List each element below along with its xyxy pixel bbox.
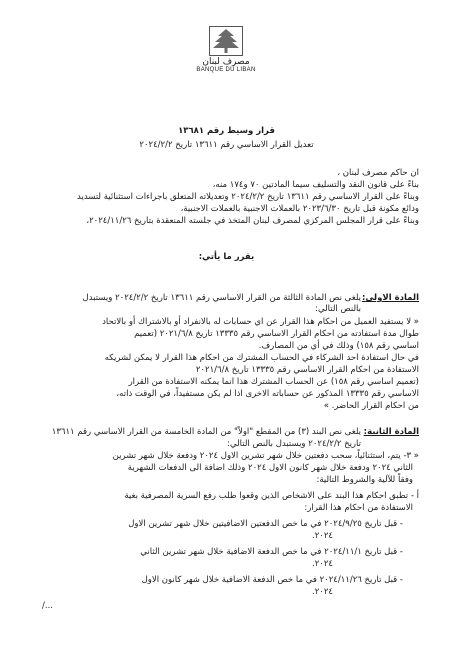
article-1-heading: المادة الاولى: xyxy=(361,293,419,303)
article-1-line: طوال مدة استفادته من احكام القرار الاساسي رقم ١٣٣٣٥ تاريخ ٢٠٢١/٦/٨ (تعميم xyxy=(134,329,419,339)
decides-heading: يقرر ما يأتي: xyxy=(198,252,255,262)
preamble-line: وبناءً على القرار الاساسي رقم ١٣٦١١ تاريخ ٢٠٢٤/٢/٢ وتعديلاته المتعلق باجراءات استثنائية لتسديد xyxy=(77,192,419,202)
article-2-line: ٢٠٢٤. xyxy=(312,531,333,541)
banque-du-liban-logo xyxy=(196,26,256,74)
preamble-line: بناءً على قانون النقد والتسليف سيما المادتين ٧٠ و١٧٤ منه، xyxy=(212,180,419,190)
article-1-line: اساسي رقم ١٥٨) وذلك في أي من المصارف. xyxy=(258,341,419,351)
article-1-line: من احكام القرار الحاضر. » xyxy=(323,401,419,411)
preamble-line: وبناءً على قرار المجلس المركزي لمصرف لبنان المتخذ في جلسته المنعقدة بتاريخ ٢٠٢٤/١١/٢٦، xyxy=(86,216,419,226)
logo-arabic-text: مصرف لبنان xyxy=(202,57,250,67)
article-2-line: ٢٠٢٤. xyxy=(312,559,333,569)
preamble-line: ودائع مكونة قبل تاريخ ٢٠٢٣/٦/٣٠ بالعملات الاجنبية بالعملات الاجنبية، xyxy=(180,204,419,214)
article-2-line: تاريخ ٢٠٢٤/٢/٢ ويستبدل بالنص التالي: xyxy=(227,439,361,449)
article-2-line: - قبل تاريخ ٢٠٢٤/١١/٢٦ في ما خص الدفعة الاضافية خلال شهر كانون الاول xyxy=(141,575,403,585)
article-1-line: (تعميم اساسي رقم ١٥٨) عن الحساب المشترك هذا انما يمكنه الاستفادة من القرار xyxy=(128,377,419,387)
article-1-line: يلغى نص المادة الثالثة من القرار الاساسي رقم ١٣٦١١ تاريخ ٢٠٢٤/٢/٢ ويستبدل xyxy=(82,293,361,303)
decision-number: قرار وسيط رقم ١٣٦٨١ xyxy=(178,126,275,136)
article-1-line: الاساسي رقم ١٣٣٣٥ المذكور عن حساباته الاخرى اذا لم يكن مستفيداً، في الوقت ذاته، xyxy=(116,389,419,399)
article-1-line: « لا يستفيد العميل من احكام هذا القرار عن اي حسابات له بالانفراد أو بالاشتراك أو بالاتحاد xyxy=(102,317,419,327)
article-2-line: « ٣- يتم، استثنائياً، سحب دفعتين خلال شهر تشرين الاول ٢٠٢٤ ودفعة خلال شهر تشرين xyxy=(112,451,419,461)
article-2-heading: المادة الثانية: xyxy=(363,427,419,437)
article-2-line: الثاني ٢٠٢٤ ودفعة خلال شهر كانون الاول ٢٠٢٤ وذلك اضافة الى الدفعات الشهرية xyxy=(127,463,413,473)
article-2-line: - قبل تاريخ ٢٠٢٤/٩/٢٥ في ما خص الدفعتين الاضافيتين خلال شهر تشرين الاول xyxy=(128,519,403,529)
article-1-line: بالنص التالي: xyxy=(315,304,361,314)
article-2-line: - قبل تاريخ ٢٠٢٤/١١/١ في ما خص الدفعة الاضافية خلال شهر تشرين الثاني xyxy=(140,547,403,557)
article-2-line: أ - تطبق احكام هذا البند على الاشخاص الذين وقعوا طلب رفع السرية المصرفية بغية xyxy=(124,491,419,501)
logo-french-text: BANQUE DU LIBAN xyxy=(196,67,256,73)
article-2-line: ٢٠٢٤. xyxy=(312,587,333,597)
continuation-mark: /... xyxy=(42,601,53,611)
article-2-line: وفقاً للآلية والشروط التالية: xyxy=(316,475,413,485)
decision-subtitle: تعديل القرار الاساسي رقم ١٣٦١١ تاريخ ٢٠٢٤/٢/٢ xyxy=(139,140,314,150)
article-2-line: الاستفادة من احكام هذا القرار: xyxy=(304,503,413,513)
article-2-line: يلغى نص البند (٣) من المقطع "اولاً" من المادة الخامسة من القرار الاساسي رقم ١٣٦١١ xyxy=(51,427,361,437)
preamble-line: ان حاكم مصرف لبنان ، xyxy=(337,168,419,178)
cedar-tree-icon xyxy=(209,26,243,56)
article-1-line: في حال استفادة احد الشركاء في الحساب المشترك من احكام هذا القرار لا يمكن لشريكه xyxy=(104,353,419,363)
article-1-line: الاستفادة من احكام القرار الاساسي رقم ١٣٣٣٥ تاريخ ٢٠٢١/٦/٨ xyxy=(195,365,419,375)
